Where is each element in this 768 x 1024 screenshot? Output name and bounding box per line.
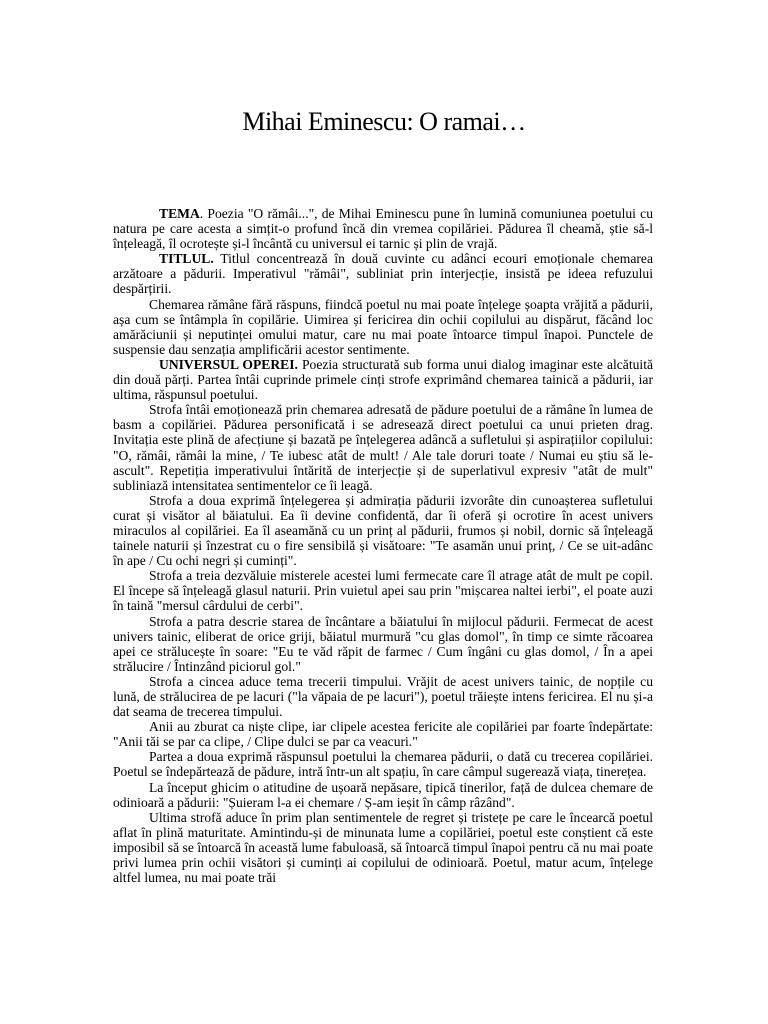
paragraph-text: Poezia "O rămâi...", de Mihai Eminescu pune în lumină comuniunea poetului cu natura pe care acesta a simțit-o profund încă din vremea copilăriei. Pădurea îl cheamă, știe să-l înțeleagă, îl ocrotește și-l încântă cu universul ei tarnic și plin de vrajă. (113, 206, 653, 252)
section-label-titlul: TITLUL. (159, 251, 214, 267)
paragraph: Strofa întâi emoționează prin chemarea adresată de pădure poetului de a rămâne în lumea de basm a copilăriei. Pădurea personificată i se adresează direct poetului ca unui prieten drag. Invitația este plină de afecțiune și bazată pe înțelegerea adâncă a sufletului și aspirațiilor copilului: "O, rămâi, rămâi la mine, / Te iubesc atât de mult! / Ale tale doruri toate / Numai eu știu să le-ascult". Repetiția imperativului întărită de interjecție și de superlativul expresiv "atât de mult" subliniază intensitatea sentimentelor ce îi leagă. (113, 402, 653, 493)
section-label-tema: TEMA (159, 206, 200, 221)
page-title: Mihai Eminescu: O ramai… (242, 107, 526, 137)
paragraph: Ultima strofă aduce în prim plan sentimentele de regret și tristețe pe care le încearcă poetul aflat în plină maturitate. Amintindu-și de minunata lume a copilăriei, poetul este conștient că este imposibil să se întoarcă în această lume fabuloasă, să întoarcă timpul înapoi pentru că nu mai poate privi lumea prin ochii visători și cuminți ai copilului de odinioară. Poetul, matur acum, înțelege altfel lumea, nu mai poate trăi (113, 809, 653, 886)
paragraph: Strofa a patra descrie starea de încântare a băiatului în mijlocul pădurii. Fermecat de acest univers tainic, eliberat de orice griji, băiatul murmură "cu glas domol", în timp ce simte răcoarea apei ce strălucește în soare: "Eu te văd răpit de farmec / Cum îngâni cu glas domol, / În a apei strălucire / Întinzând piciorul gol." (113, 613, 653, 674)
paragraph: La început ghicim o atitudine de ușoară nepăsare, tipică tinerilor, față de dulcea chemare de odinioară a pădurii: "Șuieram l-a ei chemare / Ș-am ieșit în câmp râzând". (113, 779, 653, 810)
paragraph: Partea a doua exprimă răspunsul poetului la chemarea pădurii, o dată cu trecerea copilăriei. Poetul se îndepărtează de pădure, intră într-un alt spațiu, în care câmpul sugerează viața, tinerețea. (113, 749, 653, 780)
section-label-universul: UNIVERSUL OPEREI. (159, 356, 298, 372)
paragraph: Strofa a cincea aduce tema trecerii timpului. Vrăjit de acest univers tainic, de nopțile cu lună, de strălucirea de pe lacuri ("la văpaia de pe lacuri"), poetul trăiește intens fericirea. El nu și-a dat seama de trecerea timpului. (113, 673, 653, 720)
paragraph-titlul (113, 251, 653, 296)
paragraph: Strofa a doua exprimă înțelegerea și admirația pădurii izvorâte din cunoașterea sufletului curat și visător al băiatului. Ea îi devine confidentă, dar îi oferă și ocrotire în acest univers miraculos al copilăriei. Ea îl aseamănă cu un prinț al pădurii, frumos și nobil, dornic să înțeleagă tainele naturii și înzestrat cu o fire sensibilă și visătoare: "Te asamăn unui prinț, / Ce se uit-adânc în ape / Cu ochi negri și cuminți". (113, 492, 653, 569)
paragraph-tema: TEMA. Poezia "O rămâi...", de Mihai Eminescu pune în lumină comuniunea poetului cu natura pe care acesta a simțit-o profund încă din vremea copilăriei. Pădurea îl cheamă, știe să-l înțeleagă, îl ocrotește și-l încântă cu universul ei tarnic și plin de vrajă. (113, 206, 653, 252)
document-body (113, 206, 653, 885)
paragraph-text: Titlul concentrează în două cuvinte cu adânci ecouri emoționale chemarea arzătoare a pădurii. Imperativul "rămâi", subliniat prin interjecție, insistă pe ideea refuzului despărțirii. (113, 251, 653, 297)
paragraph-text: Poezia structurată sub forma unui dialog imaginar este alcătuită din două părți. Partea întâi cuprinde primele cinți strofe exprimând chemarea tainică a pădurii, iar ultima, răspunsul poetului. (113, 356, 654, 403)
paragraph: Strofa a treia dezvăluie misterele acestei lumi fermecate care îl atrage atât de mult pe copil. El începe să înțeleagă glasul naturii. Prin vuietul apei sau prin "mișcarea naltei ierbi", el poate auzi în taină "mersul cârdului de cerbi". (113, 568, 653, 614)
paragraph-universul (113, 357, 653, 402)
paragraph: Anii au zburat ca niște clipe, iar clipele acestea fericite ale copilăriei par foarte îndepărtate: "Anii tăi se par ca clipe, / Clipe dulci se par ca veacuri." (113, 719, 653, 750)
paragraph: Chemarea rămâne fără răspuns, fiindcă poetul nu mai poate înțelege șoapta vrăjită a pădurii, așa cum se întâmpla în copilărie. Uimirea și fericirea din ochii copilului au dispărut, făcând loc amărăciunii și neputinței omului matur, care nu mai poate întoarce timpul înapoi. Punctele de suspensie dau senzația amplificării acestor sentimente. (113, 296, 653, 357)
